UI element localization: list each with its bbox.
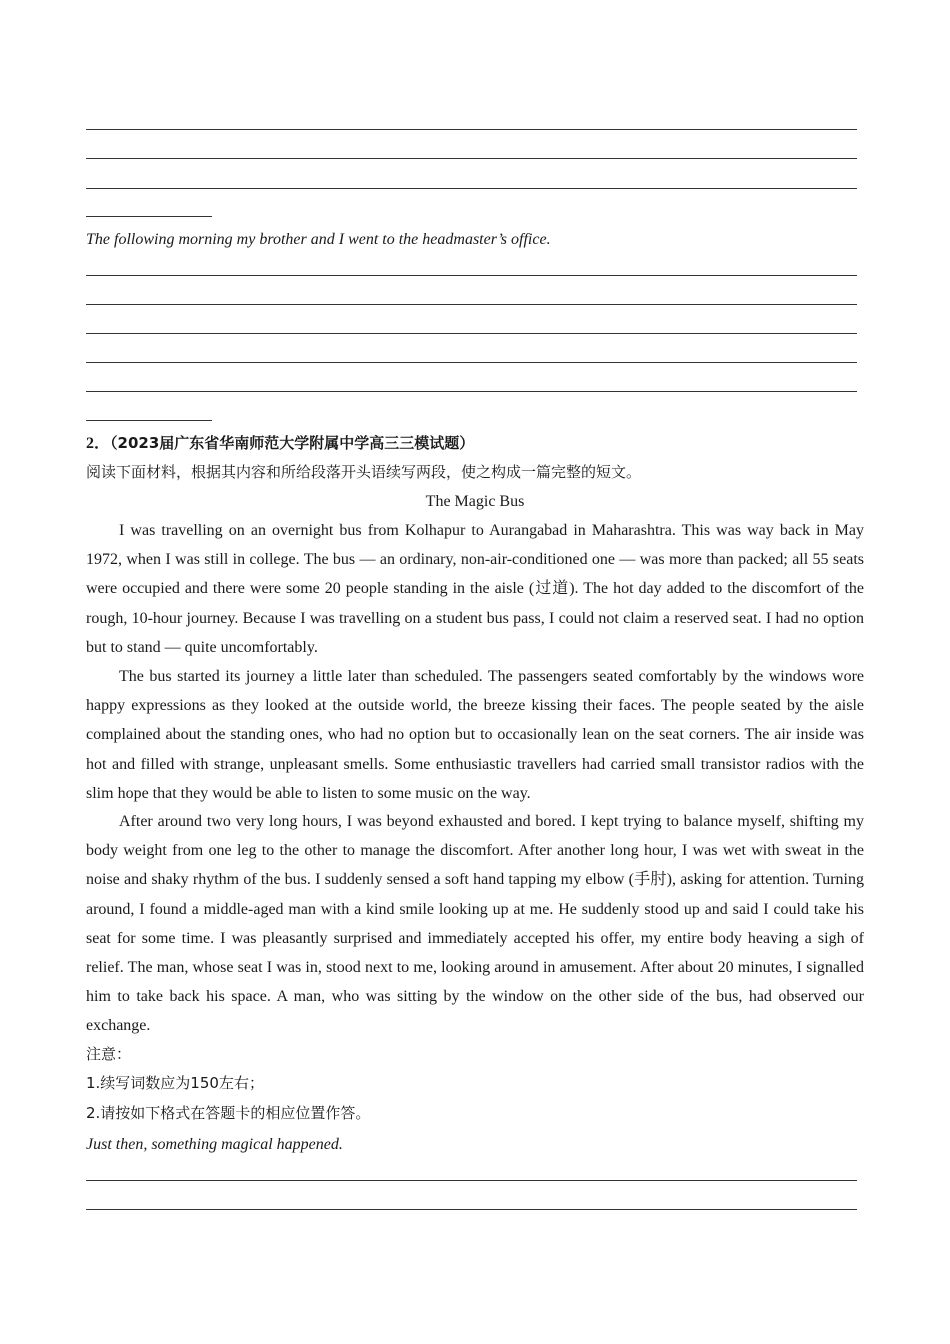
answer-line: [86, 1209, 857, 1210]
answer-line: [86, 1180, 857, 1181]
note-item-2: 2.请按如下格式在答题卡的相应位置作答。: [86, 1104, 371, 1122]
passage-title: The Magic Bus: [425, 493, 525, 510]
continuation-prompt: Just then, something magical happened.: [86, 1136, 343, 1153]
answer-line-short: [86, 216, 212, 217]
notes-heading: 注意：: [86, 1045, 132, 1063]
answer-line: [86, 333, 857, 334]
passage-paragraph-3: After around two very long hours, I was beyond exhausted and bored. I kept trying to balance myself, shifting my body weight from one leg to the other to manage the discomfort. After another long hour, I was wet with sweat in the noise and shaky rhythm of the bus. I suddenly sensed a soft hand tapping my elbow (手肘), asking for attention. Turning around, I found a middle-aged man with a kind smile looking up at me. He suddenly stood up and said I could take his seat for some time. I was pleasantly surprised and immediately accepted his offer, my entire body heaving a sigh of relief. The man, whose seat I was in, stood next to me, looking around in amusement. After about 20 minutes, I signalled him to take back his space. A man, who was sitting by the window on the other side of the bus, had observed our exchange.: [86, 813, 864, 1035]
paragraph-prompt: The following morning my brother and I went to the headmaster’s office.: [86, 231, 551, 248]
passage-paragraph-2: The bus started its journey a little later than scheduled. The passengers seated comfortably by the windows wore happy expressions as they looked at the outside world, the breeze kissing their faces. The people seated by the aisle complained about the standing ones, who had no option but to occasionally lean on the seat corners. The air inside was hot and filled with strange, unpleasant smells. Some enthusiastic travellers had carried small transistor radios with the slim hope that they would be able to listen to some music on the way.: [86, 668, 864, 802]
question-source: （2023届广东省华南师范大学附属中学高三三模试题）: [110, 434, 475, 452]
answer-line-short: [86, 420, 212, 421]
answer-line: [86, 129, 857, 130]
question-instruction: 阅读下面材料，根据其内容和所给段落开头语续写两段，使之构成一篇完整的短文。: [86, 463, 642, 481]
answer-line: [86, 158, 857, 159]
passage-paragraph-1: I was travelling on an overnight bus from Kolhapur to Aurangabad in Maharashtra. This was way back in May 1972, when I was still in college. The bus — an ordinary, non-air-conditioned one — was more than packed; all 55 seats were occupied and there were some 20 people standing in the aisle (过道). The hot day added to the discomfort of the rough, 10-hour journey. Because I was travelling on a student bus pass, I could not claim a reserved seat. I had no option but to stand — quite uncomfortably.: [86, 522, 864, 656]
answer-line: [86, 304, 857, 305]
note-item-1: 1.续写词数应为150左右；: [86, 1074, 264, 1092]
answer-line: [86, 275, 857, 276]
answer-line: [86, 188, 857, 189]
question-header: [86, 429, 864, 458]
answer-line: [86, 362, 857, 363]
answer-line: [86, 391, 857, 392]
question-number: 2．: [86, 435, 111, 452]
